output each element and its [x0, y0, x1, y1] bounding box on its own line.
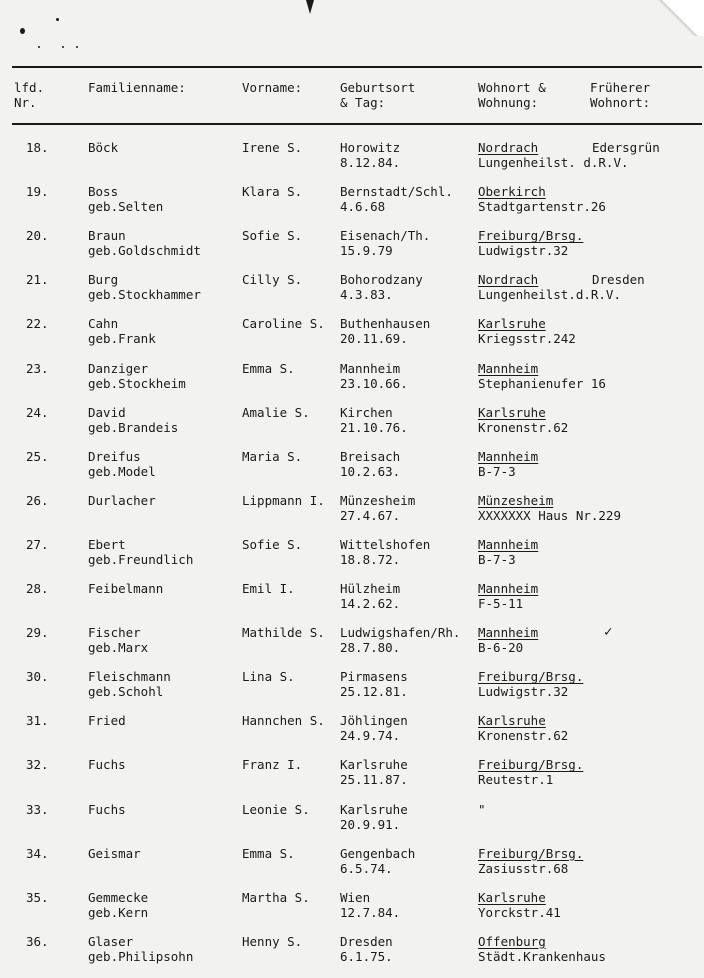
residence-line: Mannheim [478, 581, 539, 596]
residence [478, 361, 606, 391]
family-name-line: geb.Stockhammer [88, 287, 201, 303]
birth-place-date-line: 25.12.81. [340, 684, 408, 700]
residence-line: Yorckstr.41 [478, 904, 561, 920]
residence-line: Ludwigstr.32 [478, 243, 569, 259]
residence-line: XXXXXXX Haus Nr.229 [478, 507, 621, 523]
birth-place-date-line: Mannheim [340, 360, 401, 376]
family-name [88, 316, 156, 346]
residence-line: Münzesheim [478, 492, 554, 508]
birth-place-date-line: Dresden [340, 933, 393, 949]
birth-place-date-line: 25.11.87. [340, 772, 408, 788]
first-name [242, 272, 302, 287]
family-name [88, 405, 178, 435]
table-row [0, 493, 704, 537]
birth-place-date-line: 18.8.72. [340, 551, 401, 567]
birth-place-date-line: 20.9.91. [340, 816, 401, 832]
residence-line: Nordrach [478, 272, 539, 288]
row-number [26, 140, 49, 155]
residence-line: B-7-3 [478, 551, 516, 567]
punch-mark [306, 0, 314, 14]
row-number-line: 32. [26, 757, 49, 773]
row-number-line: 19. [26, 184, 49, 200]
residence-line: Städt.Krankenhaus [478, 948, 606, 964]
row-number [26, 272, 49, 287]
residence-line: Kronenstr.62 [478, 419, 569, 435]
residence-line: Karlsruhe [478, 404, 546, 420]
residence-line: Karlsruhe [478, 889, 546, 905]
table-row [0, 537, 704, 581]
first-name-line: Emma S. [242, 360, 295, 376]
first-name-line: Maria S. [242, 448, 303, 464]
table-row [0, 581, 704, 625]
residence-line: Karlsruhe [478, 713, 546, 729]
row-number [26, 228, 49, 243]
table-row [0, 316, 704, 360]
first-name-line: Mathilde S. [242, 625, 325, 641]
header-top-rule [12, 66, 702, 68]
birth-place-date-line: 14.2.62. [340, 596, 401, 611]
family-name-line: geb.Stockheim [88, 375, 186, 391]
birth-place-date-line: 21.10.76. [340, 419, 408, 435]
birth-place-date-line: 4.3.83. [340, 287, 393, 303]
family-name [88, 934, 193, 964]
family-name-line: Feibelmann [88, 581, 164, 596]
birth-place-date-line: Ludwigshafen/Rh. [340, 625, 461, 641]
family-name-line: Dreifus [88, 448, 141, 464]
first-name [242, 140, 302, 155]
birth-place-date [340, 140, 400, 170]
birth-place-date-line: Eisenach/Th. [340, 228, 431, 244]
residence-line: Freiburg/Brsg. [478, 669, 584, 685]
first-name [242, 184, 302, 199]
residence [478, 184, 606, 214]
birth-place-date [340, 228, 430, 258]
birth-place-date-line: Kirchen [340, 404, 393, 420]
residence [478, 493, 621, 523]
birth-place-date-line: 4.6.68 [340, 199, 386, 215]
first-name-line: Martha S. [242, 889, 310, 905]
residence-line: Freiburg/Brsg. [478, 845, 584, 861]
row-number-line: 29. [26, 625, 49, 641]
residence-line: Stephanienufer 16 [478, 375, 606, 391]
table-row [0, 713, 704, 757]
table-row [0, 802, 704, 846]
family-name-line: Geismar [88, 845, 141, 861]
family-name-line: Glaser [88, 933, 134, 949]
first-name-line: Caroline S. [242, 316, 325, 332]
first-name [242, 890, 310, 905]
residence [478, 846, 583, 876]
birth-place-date [340, 890, 400, 920]
residence [478, 625, 538, 655]
header-vorname: Vorname: [242, 80, 303, 95]
first-name [242, 802, 310, 817]
first-name [242, 846, 295, 861]
residence-line: Nordrach [478, 140, 539, 155]
family-name-line: geb.Model [88, 463, 156, 479]
birth-place-date [340, 802, 408, 832]
residence [478, 449, 538, 479]
residence-line: Lungenheilst. d.R.V. [478, 155, 629, 170]
first-name [242, 537, 302, 552]
family-name-line: Cahn [88, 316, 119, 332]
table-row [0, 669, 704, 713]
birth-place-date-line: Karlsruhe [340, 757, 408, 773]
family-name-line: geb.Freundlich [88, 551, 194, 567]
birth-place-date [340, 846, 415, 876]
birth-place-date-line: Buthenhausen [340, 316, 431, 332]
row-number-line: 23. [26, 360, 49, 376]
row-number-line: 20. [26, 228, 49, 244]
table-row [0, 890, 704, 934]
birth-place-date-line: 10.2.63. [340, 463, 401, 479]
family-name-line: geb.Selten [88, 199, 164, 215]
residence-line: F-5-11 [478, 596, 524, 611]
ink-spot [62, 46, 64, 48]
first-name [242, 405, 310, 420]
first-name [242, 713, 325, 728]
table-row [0, 272, 704, 316]
family-name [88, 361, 186, 391]
birth-place-date [340, 449, 400, 479]
table-row [0, 361, 704, 405]
first-name [242, 757, 302, 772]
row-number [26, 581, 49, 596]
family-name-line: Gemmecke [88, 889, 149, 905]
birth-place-date-line: 28.7.80. [340, 640, 401, 656]
family-name-line: geb.Kern [88, 904, 149, 920]
first-name [242, 669, 295, 684]
birth-place-date-line: Karlsruhe [340, 801, 408, 817]
family-name-line: Durlacher [88, 492, 156, 508]
header-familienname: Familienname: [88, 80, 186, 95]
row-number [26, 625, 49, 640]
first-name-line: Hannchen S. [242, 713, 325, 729]
residence-line: Reutestr.1 [478, 772, 554, 788]
row-number [26, 537, 49, 552]
family-name [88, 802, 126, 817]
family-name-line: geb.Schohl [88, 684, 164, 700]
residence-line: Karlsruhe [478, 316, 546, 332]
family-name-line: Braun [88, 228, 126, 244]
former-residence-line: Edersgrün [592, 140, 660, 155]
row-number [26, 802, 49, 817]
residence-line: Freiburg/Brsg. [478, 757, 584, 773]
residence [478, 713, 568, 743]
header-bottom-rule [12, 123, 702, 125]
residence [478, 316, 576, 346]
residence-line: Kronenstr.62 [478, 728, 569, 744]
row-number [26, 493, 49, 508]
residence [478, 405, 568, 435]
row-number [26, 449, 49, 464]
family-name-line: Fuchs [88, 801, 126, 817]
family-name [88, 757, 126, 772]
birth-place-date-line: 15.9.79 [340, 243, 393, 259]
birth-place-date-line: 8.12.84. [340, 155, 401, 170]
residence-line: Zasiusstr.68 [478, 860, 569, 876]
family-name-line: geb.Goldschmidt [88, 243, 201, 259]
birth-place-date [340, 581, 400, 611]
row-number-line: 18. [26, 140, 49, 155]
table-row [0, 405, 704, 449]
first-name-line: Emil I. [242, 581, 295, 596]
header-frueherer-wohnort: Früherer Wohnort: [590, 80, 651, 110]
row-number-line: 30. [26, 669, 49, 685]
family-name [88, 140, 118, 155]
birth-place-date [340, 757, 408, 787]
family-name [88, 537, 193, 567]
birth-place-date-line: Jöhlingen [340, 713, 408, 729]
residence-line: Mannheim [478, 625, 539, 641]
row-number [26, 934, 49, 949]
birth-place-date [340, 669, 408, 699]
family-name [88, 581, 163, 596]
first-name-line: Lippmann I. [242, 492, 325, 508]
first-name-line: Franz I. [242, 757, 303, 773]
first-name [242, 625, 325, 640]
birth-place-date [340, 316, 430, 346]
family-name [88, 890, 148, 920]
birth-place-date-line: Horowitz [340, 140, 401, 155]
birth-place-date [340, 184, 453, 214]
residence [478, 757, 583, 787]
residence-line: Oberkirch [478, 184, 546, 200]
birth-place-date [340, 537, 430, 567]
birth-place-date-line: 27.4.67. [340, 507, 401, 523]
check-mark: ✓ [604, 624, 613, 640]
family-name-line: Boss [88, 184, 119, 200]
table-row [0, 625, 704, 669]
birth-place-date [340, 405, 408, 435]
folded-corner [654, 0, 704, 36]
first-name [242, 934, 302, 949]
first-name-line: Irene S. [242, 140, 303, 155]
row-number [26, 669, 49, 684]
birth-place-date-line: Bohorodzany [340, 272, 423, 288]
table-row [0, 757, 704, 801]
residence-line: B-7-3 [478, 463, 516, 479]
birth-place-date [340, 625, 460, 655]
family-name-line: Burg [88, 272, 119, 288]
row-number [26, 361, 49, 376]
first-name [242, 316, 325, 331]
row-number-line: 34. [26, 845, 49, 861]
table-row [0, 846, 704, 890]
table-row [0, 228, 704, 272]
header-geburtsort: Geburtsort & Tag: [340, 80, 416, 110]
residence-line: Mannheim [478, 448, 539, 464]
first-name-line: Amalie S. [242, 404, 310, 420]
residence-line: B-6-20 [478, 640, 524, 656]
ink-spot [20, 28, 25, 34]
birth-place-date-line: Wien [340, 889, 371, 905]
table-row [0, 449, 704, 493]
residence [478, 228, 583, 258]
ink-spot [38, 46, 40, 48]
birth-place-date-line: 12.7.84. [340, 904, 401, 920]
row-number-line: 33. [26, 801, 49, 817]
residence [478, 890, 561, 920]
first-name-line: Henny S. [242, 933, 303, 949]
family-name-line: geb.Philipsohn [88, 948, 194, 964]
birth-place-date-line: Breisach [340, 448, 401, 464]
family-name [88, 449, 156, 479]
row-number [26, 184, 49, 199]
residence-line: Kriegsstr.242 [478, 331, 576, 347]
residence-line: Mannheim [478, 360, 539, 376]
residence-line: Stadtgartenstr.26 [478, 199, 606, 215]
residence-line: " [478, 801, 486, 817]
row-number [26, 713, 49, 728]
birth-place-date-line: Wittelshofen [340, 536, 431, 552]
ink-spot [76, 46, 78, 48]
family-name-line: geb.Brandeis [88, 419, 179, 435]
family-name [88, 493, 156, 508]
family-name-line: Fuchs [88, 757, 126, 773]
first-name [242, 228, 302, 243]
family-name [88, 272, 201, 302]
birth-place-date-line: 23.10.66. [340, 375, 408, 391]
ink-spot [56, 18, 59, 21]
first-name-line: Lina S. [242, 669, 295, 685]
row-number-line: 27. [26, 536, 49, 552]
header-wohnort: Wohnort & Wohnung: [478, 80, 546, 110]
family-name-line: David [88, 404, 126, 420]
birth-place-date-line: Münzesheim [340, 492, 416, 508]
birth-place-date-line: Gengenbach [340, 845, 416, 861]
birth-place-date-line: Bernstadt/Schl. [340, 184, 453, 200]
birth-place-date-line: Hülzheim [340, 581, 401, 596]
residence [478, 537, 538, 567]
family-name-line: geb.Frank [88, 331, 156, 347]
birth-place-date-line: 24.9.74. [340, 728, 401, 744]
first-name-line: Sofie S. [242, 228, 303, 244]
former-residence [592, 140, 660, 155]
first-name-line: Emma S. [242, 845, 295, 861]
birth-place-date [340, 934, 393, 964]
first-name-line: Klara S. [242, 184, 303, 200]
residence-line: Mannheim [478, 536, 539, 552]
row-number-line: 22. [26, 316, 49, 332]
family-name [88, 846, 141, 861]
first-name-line: Leonie S. [242, 801, 310, 817]
first-name [242, 449, 302, 464]
family-name-line: Danziger [88, 360, 149, 376]
row-number [26, 316, 49, 331]
header-nr: lfd. Nr. [14, 80, 45, 110]
first-name [242, 361, 295, 376]
row-number-line: 25. [26, 448, 49, 464]
residence [478, 934, 606, 964]
family-name-line: Fried [88, 713, 126, 729]
residence-line: Lungenheilst.d.R.V. [478, 287, 621, 303]
row-number-line: 31. [26, 713, 49, 729]
family-name-line: Böck [88, 140, 119, 155]
former-residence-line: Dresden [592, 272, 645, 288]
residence [478, 581, 538, 611]
birth-place-date-line: 20.11.69. [340, 331, 408, 347]
row-number-line: 24. [26, 404, 49, 420]
first-name-line: Cilly S. [242, 272, 303, 288]
row-number-line: 36. [26, 933, 49, 949]
row-number [26, 757, 49, 772]
family-name-line: Fischer [88, 625, 141, 641]
first-name [242, 581, 295, 596]
table-row [0, 140, 704, 184]
birth-place-date-line: 6.1.75. [340, 948, 393, 964]
row-number [26, 890, 49, 905]
row-number-line: 35. [26, 889, 49, 905]
birth-place-date [340, 361, 408, 391]
family-name [88, 669, 171, 699]
birth-place-date-line: Pirmasens [340, 669, 408, 685]
residence [478, 669, 583, 699]
family-name [88, 625, 148, 655]
row-number [26, 405, 49, 420]
residence [478, 802, 486, 817]
residence-line: Ludwigstr.32 [478, 684, 569, 700]
family-name-line: Ebert [88, 536, 126, 552]
former-residence [592, 272, 645, 287]
table-row [0, 184, 704, 228]
family-name-line: Fleischmann [88, 669, 171, 685]
family-name [88, 184, 163, 214]
birth-place-date-line: 6.5.74. [340, 860, 393, 876]
row-number-line: 21. [26, 272, 49, 288]
residence-line: Offenburg [478, 933, 546, 949]
first-name [242, 493, 325, 508]
residence-line: Freiburg/Brsg. [478, 228, 584, 244]
birth-place-date [340, 493, 415, 523]
family-name [88, 228, 201, 258]
family-name-line: geb.Marx [88, 640, 149, 656]
row-number [26, 846, 49, 861]
row-number-line: 26. [26, 492, 49, 508]
birth-place-date [340, 713, 408, 743]
first-name-line: Sofie S. [242, 536, 303, 552]
table-row [0, 934, 704, 978]
row-number-line: 28. [26, 581, 49, 596]
family-name [88, 713, 126, 728]
birth-place-date [340, 272, 423, 302]
